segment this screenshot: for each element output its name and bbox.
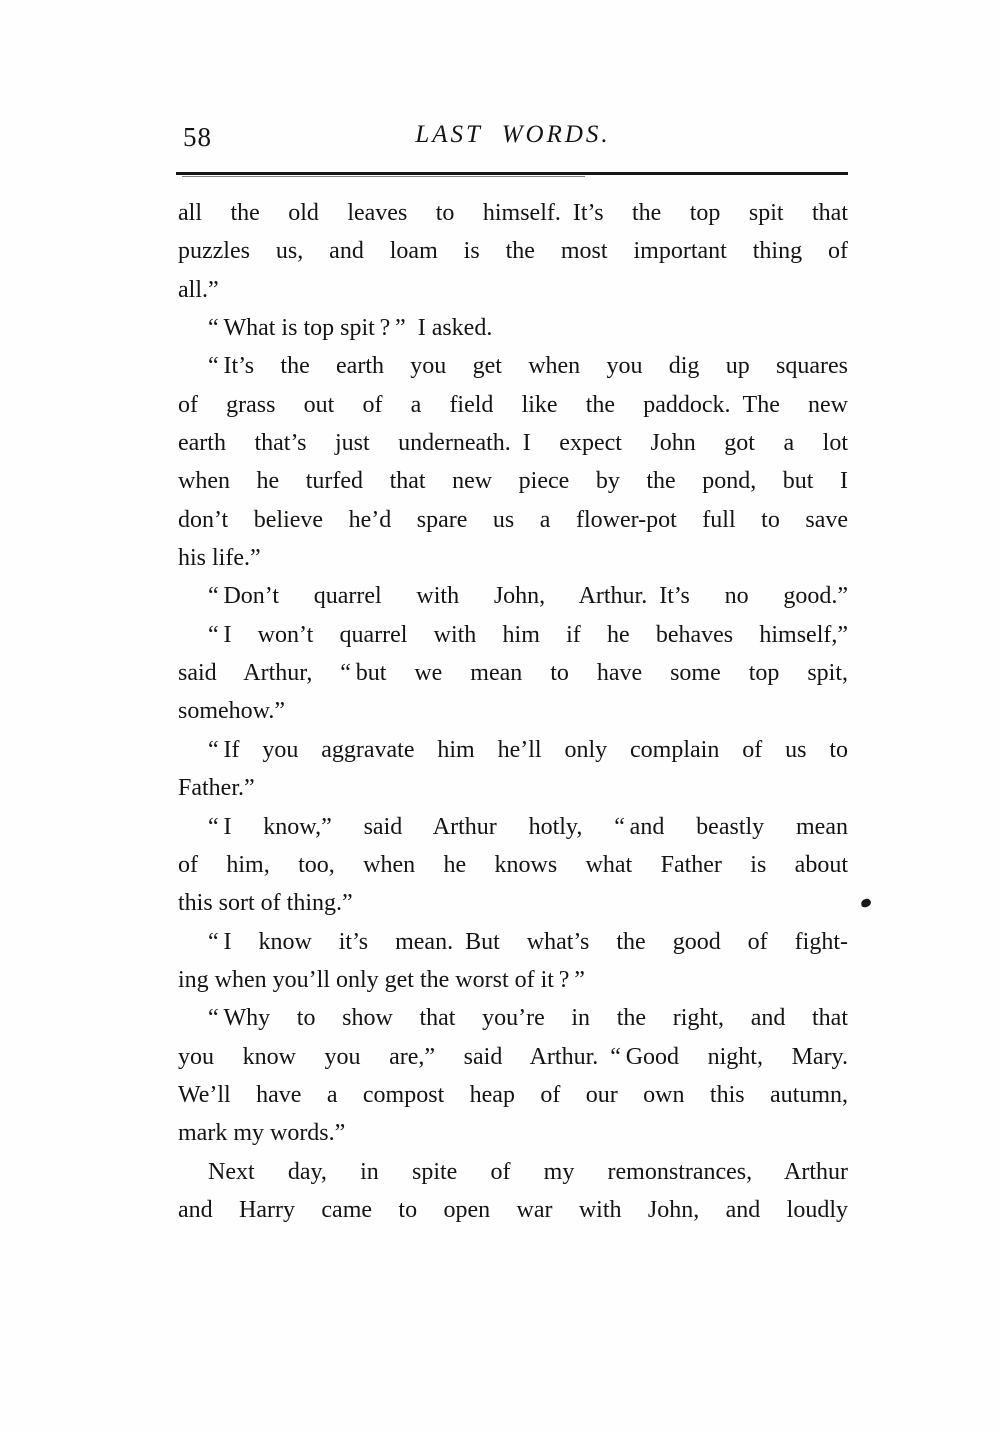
page-number: 58 bbox=[183, 122, 212, 152]
text-block bbox=[178, 194, 848, 1229]
text-line: mark my words.” bbox=[178, 1120, 346, 1147]
ink-speck bbox=[860, 898, 872, 909]
text-line: all the old leaves to himself. It’s the top spit that bbox=[178, 200, 848, 226]
text-line: of him, too, when he knows what Father is about bbox=[178, 851, 848, 878]
paragraph bbox=[178, 577, 848, 615]
paragraph bbox=[178, 309, 848, 347]
text-line: puzzles us, and loam is the most important thing of bbox=[178, 238, 848, 265]
text-line: Father.” bbox=[178, 775, 255, 802]
text-line: you know you are,” said Arthur. “ Good night, Mary. bbox=[178, 1043, 848, 1070]
paragraph bbox=[178, 616, 848, 731]
text-line: “ I know it’s mean. But what’s the good of fight- bbox=[208, 928, 848, 955]
text-line: “ Don’t quarrel with John, Arthur. It’s no good.” bbox=[208, 583, 848, 610]
text-line: his life.” bbox=[178, 545, 261, 572]
text-line: “ I know,” said Arthur hotly, “ and beastly mean bbox=[208, 813, 848, 840]
text-line: ing when you’ll only get the worst of it ? ” bbox=[178, 966, 585, 993]
paragraph bbox=[178, 731, 848, 808]
paragraph bbox=[178, 194, 848, 309]
text-line: all.” bbox=[178, 276, 219, 303]
text-line: “ What is top spit ? ” I asked. bbox=[208, 315, 493, 342]
text-line: somehow.” bbox=[178, 698, 286, 725]
text-line: “ If you aggravate him he’ll only complain of us to bbox=[208, 736, 848, 763]
running-header: LAST WORDS. bbox=[415, 121, 611, 148]
header-rule bbox=[176, 172, 848, 175]
text-line: when he turfed that new piece by the pond, but I bbox=[178, 468, 848, 495]
text-line: Next day, in spite of my remonstrances, Arthur bbox=[208, 1158, 848, 1185]
text-line: “ It’s the earth you get when you dig up squares bbox=[208, 353, 848, 380]
text-line: this sort of thing.” bbox=[178, 890, 353, 917]
paragraph bbox=[178, 1153, 848, 1230]
text-line: don’t believe he’d spare us a flower-pot full to save bbox=[178, 506, 848, 533]
paragraph bbox=[178, 923, 848, 1000]
text-line: said Arthur, “ but we mean to have some top spit, bbox=[178, 660, 848, 687]
text-line: We’ll have a compost heap of our own this autumn, bbox=[178, 1081, 848, 1108]
text-line: earth that’s just underneath. I expect John got a lot bbox=[178, 430, 848, 457]
text-line: and Harry came to open war with John, and loudly bbox=[178, 1196, 848, 1223]
paragraph bbox=[178, 347, 848, 577]
paragraph bbox=[178, 999, 848, 1152]
text-line: of grass out of a field like the paddock. The new bbox=[178, 391, 848, 418]
text-line: “ Why to show that you’re in the right, and that bbox=[208, 1005, 848, 1032]
text-line: “ I won’t quarrel with him if he behaves himself,” bbox=[208, 621, 848, 648]
paragraph bbox=[178, 808, 848, 923]
